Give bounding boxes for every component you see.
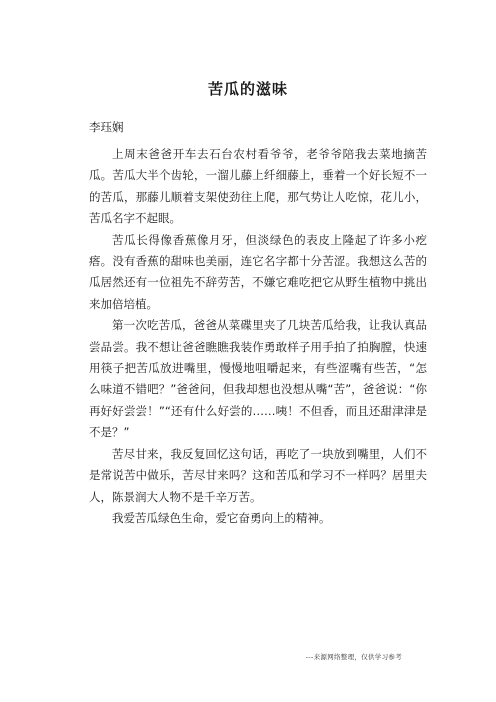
paragraph: 上周末爸爸开车去石台农村看爷爷，老爷爷陪我去菜地摘苦瓜。苦瓜大半个齿轮，一溜儿藤上纤细藤上，垂着一个好长短不一的苦瓜，那藤儿顺着支架使劲往上爬，那气势让人吃惊，花儿小，苦瓜名字不起眼。 (89, 147, 427, 226)
article-body (89, 144, 427, 529)
author-name: 李珏娴 (89, 120, 124, 134)
paragraph: 我爱苦瓜绿色生命，爱它奋勇向上的精神。 (112, 510, 331, 525)
source-footer: ---来源网络整理，仅供学习参考 (305, 653, 402, 661)
paragraph: 第一次吃苦瓜，爸爸从菜碟里夹了几块苦瓜给我，让我认真品尝品尝。我不想让爸爸瞧瞧我装作勇敢样子用手拍了拍胸膛，快速用筷子把苦瓜放进嘴里，慢慢地咀嚼起来，有些涩嘴有些苦，“怎么味道不错吧？”爸爸问，但我却想也没想从嘴“苦”，爸爸说：“你再好好尝尝！”“还有什么好尝的……咦！不但香，而且还甜津津是不是？” (89, 318, 427, 440)
paragraph: 苦瓜长得像香蕉像月牙，但淡绿色的表皮上隆起了许多小疙瘩。没有香蕉的甜味也美丽，连它名字都十分苦涩。我想这么苦的瓜居然还有一位祖先不辞劳苦，不嫌它难吃把它从野生植物中挑出来加倍培植。 (89, 232, 427, 311)
paragraph: 苦尽甘来，我反复回忆这句话，再吃了一块放到嘴里，人们不是常说苦中做乐，苦尽甘来吗？这和苦瓜和学习不一样吗？居里夫人，陈景润大人物不是千辛万苦。 (89, 446, 427, 504)
document-title: 苦瓜的滋味 (207, 80, 288, 98)
